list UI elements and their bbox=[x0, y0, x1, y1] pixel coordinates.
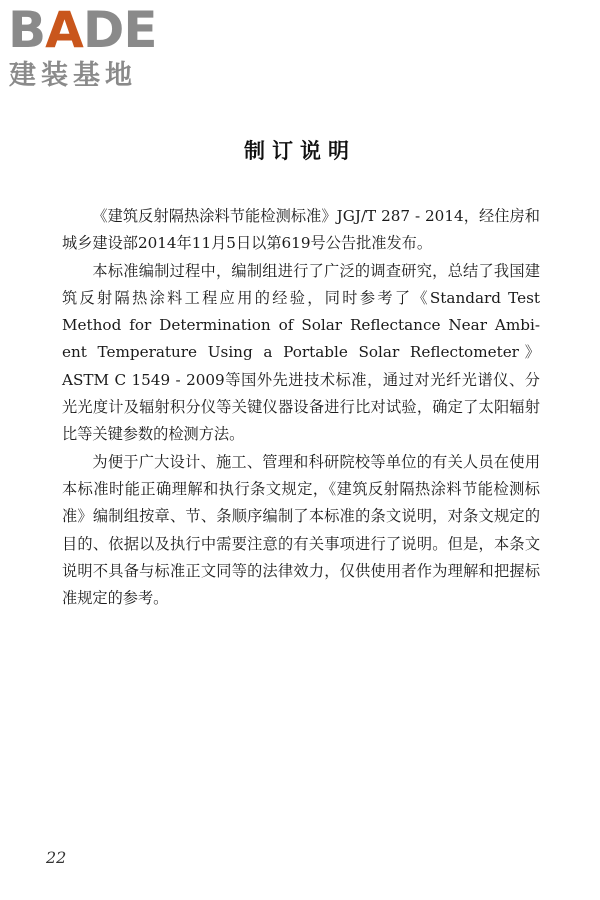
logo-letter-a-accent: A bbox=[45, 1, 83, 59]
logo-latin-text bbox=[8, 1, 157, 59]
bade-logo bbox=[8, 1, 176, 94]
paragraph-1: 《建筑反射隔热涂料节能检测标准》JGJ/T 287 - 2014，经住房和城乡建设部2014年11月5日以第619号公告批准发布。 bbox=[62, 207, 540, 253]
logo-letter-b: B bbox=[8, 1, 46, 59]
paragraph-3: 为便于广大设计、施工、管理和科研院校等单位的有关人员在使用本标准时能正确理解和执行条文规定，《建筑反射隔热涂料节能检测标准》编制组按章、节、条顺序编制了本标准的条文说明，对条文规定的目的、依据以及执行中需要注意的有关事项进行了说明。但是，本条文说明不具备与标准正文同等的法律效力，仅供使用者作为理解和把握标准规定的参考。 bbox=[62, 452, 540, 608]
body-text bbox=[62, 203, 540, 612]
page-title: 制订说明 bbox=[244, 139, 356, 163]
paragraph-2: 本标准编制过程中，编制组进行了广泛的调查研究，总结了我国建筑反射隔热涂料工程应用的经验，同时参考了《Standard Test Method for Determination of Solar Reflectance Near Ambi-ent Temperature Using a Portable Solar Reflectometer》ASTM C 1549 - 2009等国外先进技术标准，通过对光纤光谱仪、分光光度计及辐射积分仪等关键仪器设备进行比对试验，确定了太阳辐射比等关键参数的检测方法。 bbox=[62, 261, 540, 444]
logo-chinese-text: 建装基地 bbox=[9, 60, 137, 91]
logo-letters-de: DE bbox=[82, 1, 157, 59]
page-number: 22 bbox=[46, 848, 67, 867]
